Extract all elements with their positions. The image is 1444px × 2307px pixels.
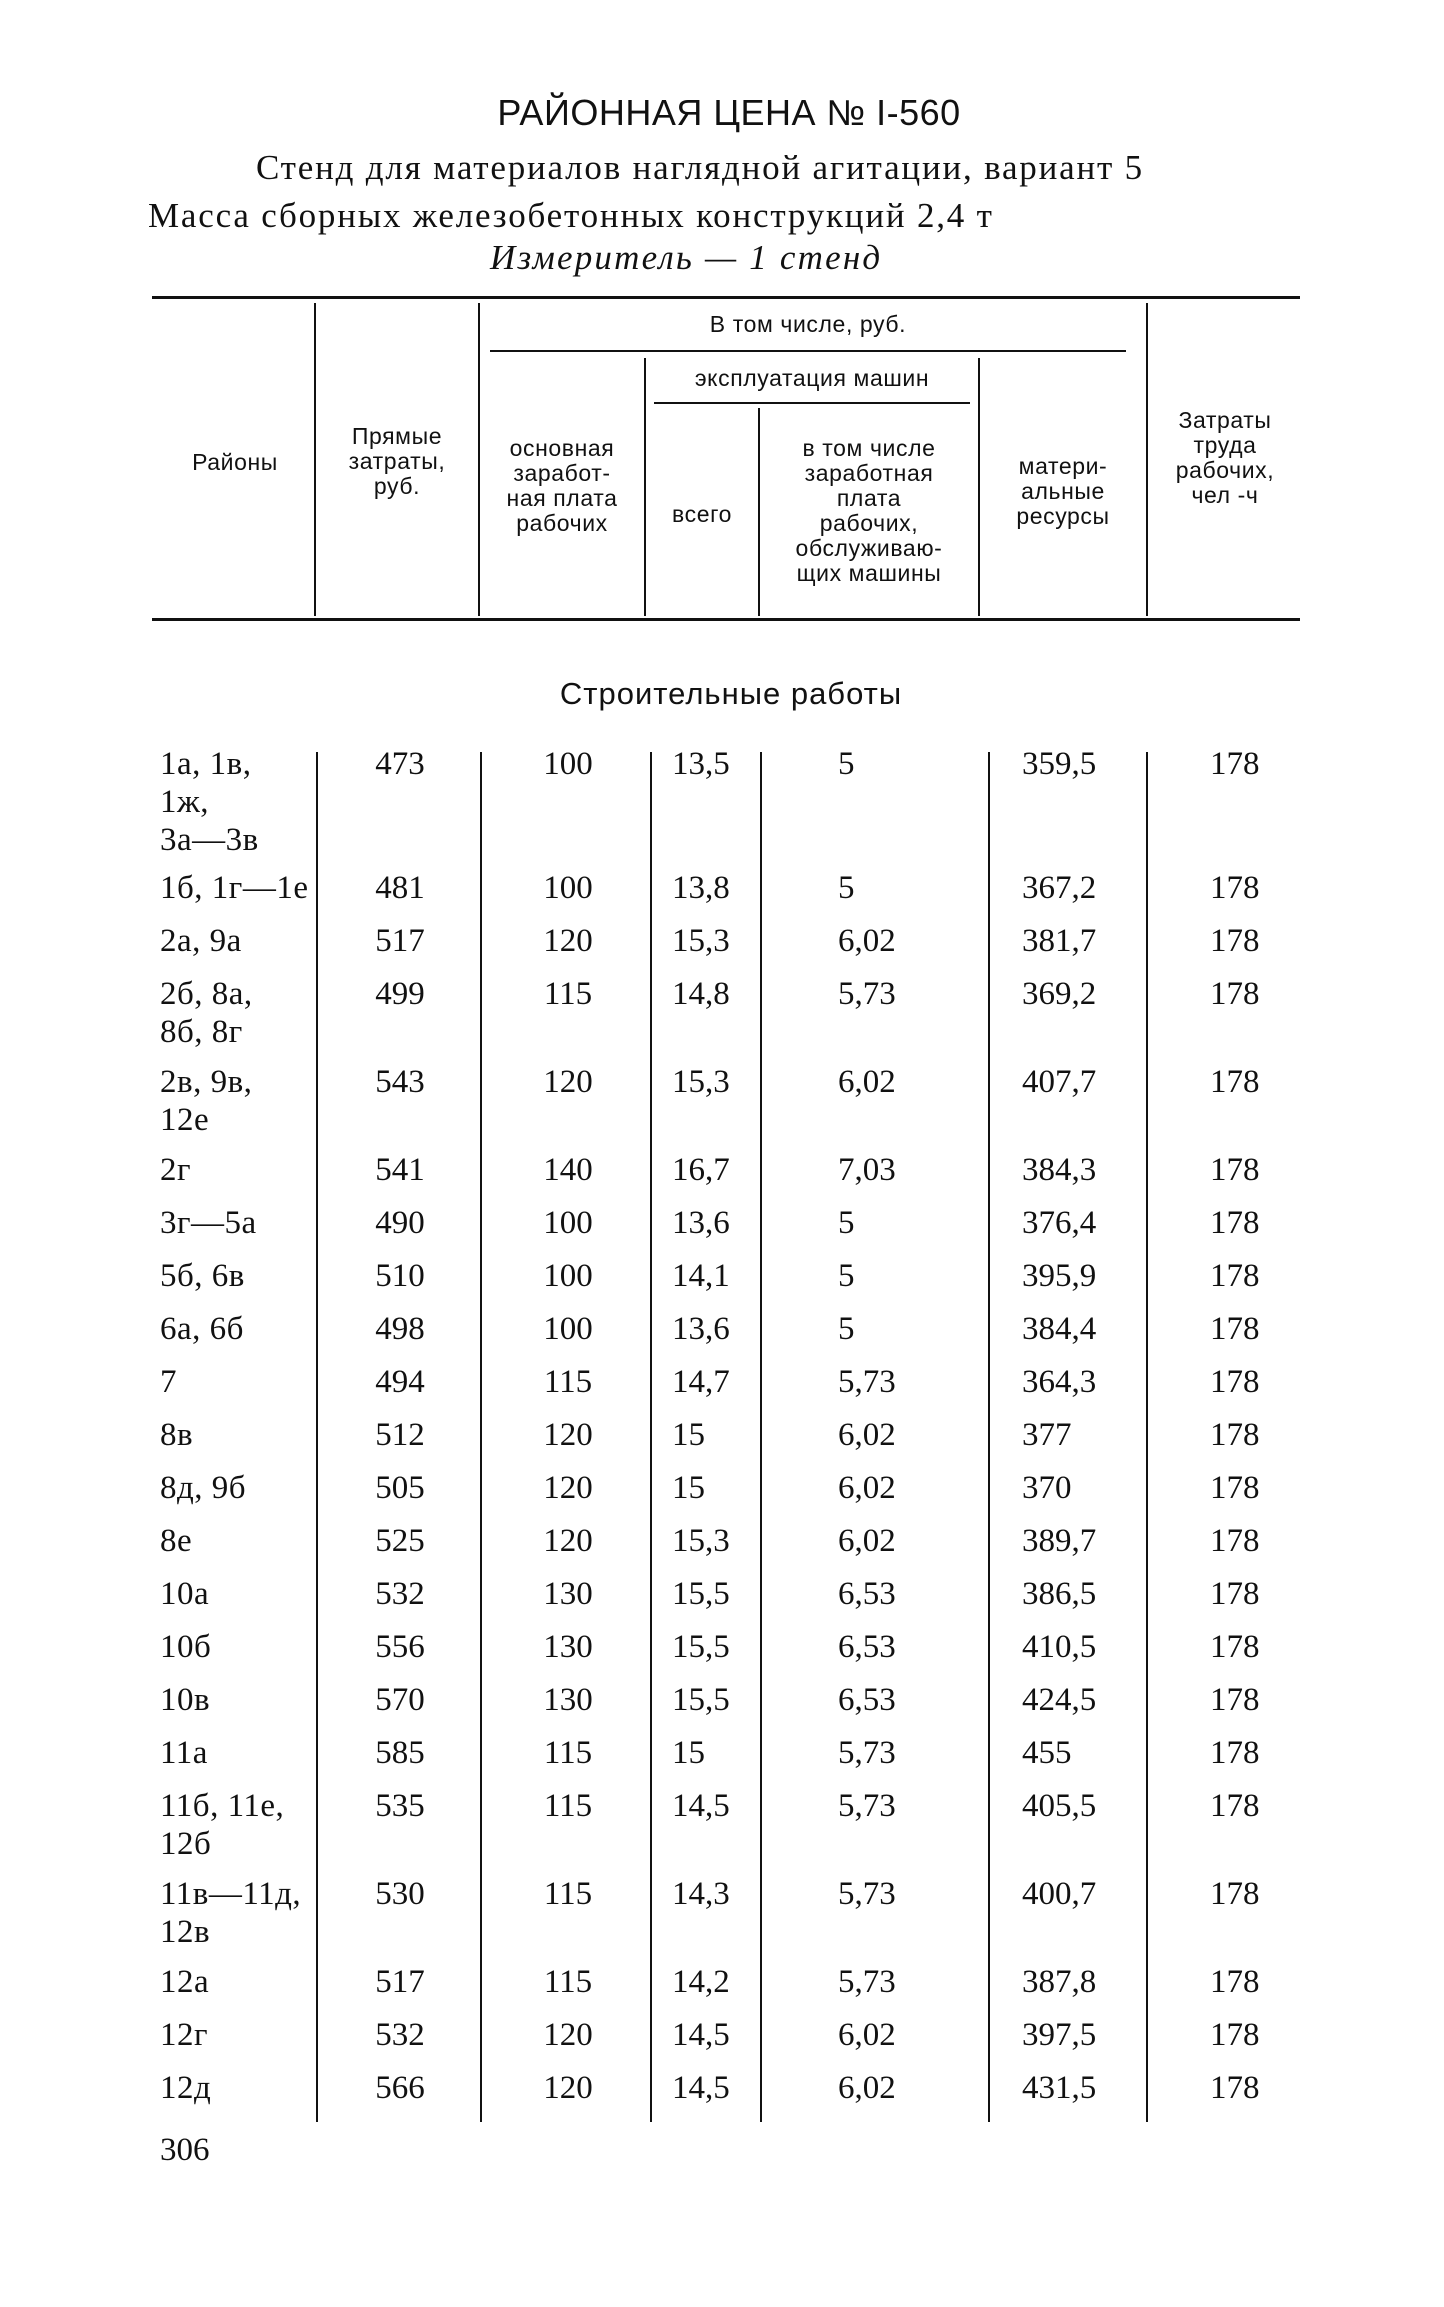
cell-direct: 499 xyxy=(375,976,425,1012)
cell-region: 3г—5а xyxy=(160,1205,257,1241)
cell-base: 115 xyxy=(543,1788,593,1824)
cell-direct: 473 xyxy=(375,746,425,782)
cell-wage: 6,02 xyxy=(838,923,896,959)
cell-direct: 510 xyxy=(375,1258,425,1294)
header-vline-6 xyxy=(1146,303,1148,616)
header-base-wage: основная заработ- ная плата рабочих xyxy=(506,435,618,536)
header-including: В том числе, руб. xyxy=(709,311,907,337)
cell-direct: 556 xyxy=(375,1629,425,1665)
cell-labor: 178 xyxy=(1210,1152,1260,1188)
cell-total: 15,5 xyxy=(672,1629,730,1665)
cell-base: 120 xyxy=(543,2017,593,2053)
cell-region: 10а xyxy=(160,1576,210,1612)
cell-base: 100 xyxy=(543,1258,593,1294)
table-row xyxy=(0,1787,1444,1875)
cell-region: 11а xyxy=(160,1735,208,1771)
cell-direct: 532 xyxy=(375,1576,425,1612)
cell-region: 1а, 1в, 1ж, 3а—3в xyxy=(160,746,259,858)
cell-base: 115 xyxy=(543,1964,593,2000)
cell-materials: 410,5 xyxy=(1022,1629,1097,1665)
cell-wage: 5,73 xyxy=(838,1735,896,1771)
cell-labor: 178 xyxy=(1210,1064,1260,1100)
header-direct-costs: Прямые затраты, руб. xyxy=(348,423,446,499)
cell-direct: 541 xyxy=(375,1152,425,1188)
cell-direct: 498 xyxy=(375,1311,425,1347)
cell-wage: 6,02 xyxy=(838,1470,896,1506)
cell-total: 13,8 xyxy=(672,870,730,906)
header-vline-1 xyxy=(314,303,316,616)
table-row xyxy=(0,1310,1444,1363)
cell-wage: 6,53 xyxy=(838,1682,896,1718)
cell-direct: 566 xyxy=(375,2070,425,2106)
page-number: 306 xyxy=(160,2132,210,2168)
cell-base: 120 xyxy=(543,1470,593,1506)
cell-wage: 6,02 xyxy=(838,2070,896,2106)
cell-base: 120 xyxy=(543,923,593,959)
cell-direct: 570 xyxy=(375,1682,425,1718)
cell-total: 14,3 xyxy=(672,1876,730,1912)
cell-labor: 178 xyxy=(1210,1258,1260,1294)
cell-materials: 387,8 xyxy=(1022,1964,1097,2000)
table-row xyxy=(0,1416,1444,1469)
cell-labor: 178 xyxy=(1210,1629,1260,1665)
cell-direct: 543 xyxy=(375,1064,425,1100)
section-title: Строительные работы xyxy=(559,676,903,711)
cell-region: 7 xyxy=(160,1364,177,1400)
mass-line: Масса сборных железобетонных конструкций 2,4 т xyxy=(148,196,994,235)
header-machine-wage: в том числе заработная плата рабочих, обслуживаю- щих машины xyxy=(795,435,943,586)
cell-wage: 5,73 xyxy=(838,1876,896,1912)
cell-materials: 367,2 xyxy=(1022,870,1097,906)
cell-region: 8в xyxy=(160,1417,194,1453)
cell-materials: 381,7 xyxy=(1022,923,1097,959)
cell-labor: 178 xyxy=(1210,1311,1260,1347)
cell-total: 14,8 xyxy=(672,976,730,1012)
table-row xyxy=(0,1151,1444,1204)
cell-wage: 5,73 xyxy=(838,1788,896,1824)
table-body xyxy=(0,745,1444,2122)
header-regions: Районы xyxy=(192,449,278,475)
cell-wage: 6,02 xyxy=(838,1064,896,1100)
table-row xyxy=(0,1734,1444,1787)
cell-materials: 369,2 xyxy=(1022,976,1097,1012)
cell-materials: 386,5 xyxy=(1022,1576,1097,1612)
cell-materials: 400,7 xyxy=(1022,1876,1097,1912)
cell-wage: 6,53 xyxy=(838,1629,896,1665)
cell-total: 13,5 xyxy=(672,746,730,782)
cell-wage: 7,03 xyxy=(838,1152,896,1188)
cell-total: 13,6 xyxy=(672,1205,730,1241)
cell-materials: 377 xyxy=(1022,1417,1072,1453)
cell-wage: 6,02 xyxy=(838,1417,896,1453)
cell-base: 120 xyxy=(543,1523,593,1559)
cell-labor: 178 xyxy=(1210,1523,1260,1559)
cell-labor: 178 xyxy=(1210,976,1260,1012)
table-row xyxy=(0,1257,1444,1310)
cell-total: 15,3 xyxy=(672,1064,730,1100)
cell-base: 100 xyxy=(543,870,593,906)
cell-labor: 178 xyxy=(1210,1682,1260,1718)
cell-direct: 530 xyxy=(375,1876,425,1912)
cell-direct: 490 xyxy=(375,1205,425,1241)
cell-region: 8е xyxy=(160,1523,193,1559)
header-vline-4 xyxy=(758,408,760,616)
cell-base: 120 xyxy=(543,1417,593,1453)
cell-wage: 5 xyxy=(838,870,855,906)
cell-total: 14,7 xyxy=(672,1364,730,1400)
cell-wage: 5,73 xyxy=(838,1964,896,2000)
cell-region: 6а, 6б xyxy=(160,1311,244,1347)
cell-region: 10в xyxy=(160,1682,211,1718)
including-underline xyxy=(490,350,1126,352)
cell-labor: 178 xyxy=(1210,1964,1260,2000)
table-row xyxy=(0,1204,1444,1257)
cell-total: 15 xyxy=(672,1470,705,1506)
cell-total: 14,5 xyxy=(672,2017,730,2053)
cell-base: 115 xyxy=(543,1735,593,1771)
table-top-rule xyxy=(152,296,1300,299)
cell-labor: 178 xyxy=(1210,870,1260,906)
cell-region: 2в, 9в, 12е xyxy=(160,1064,253,1138)
cell-wage: 6,02 xyxy=(838,1523,896,1559)
page-title: РАЙОННАЯ ЦЕНА № I-560 xyxy=(497,92,961,133)
table-row xyxy=(0,1469,1444,1522)
header-vline-5 xyxy=(978,358,980,616)
cell-region: 11б, 11е, 12б xyxy=(160,1788,285,1862)
header-machine-operation: эксплуатация машин xyxy=(694,365,930,391)
cell-total: 15 xyxy=(672,1735,705,1771)
cell-labor: 178 xyxy=(1210,1364,1260,1400)
header-materials: матери- альные ресурсы xyxy=(1016,453,1110,529)
cell-wage: 5 xyxy=(838,1205,855,1241)
cell-materials: 376,4 xyxy=(1022,1205,1097,1241)
cell-base: 130 xyxy=(543,1629,593,1665)
cell-total: 15 xyxy=(672,1417,705,1453)
cell-region: 10б xyxy=(160,1629,212,1665)
cell-region: 12д xyxy=(160,2070,212,2106)
cell-region: 12г xyxy=(160,2017,209,2053)
cell-region: 2б, 8а, 8б, 8г xyxy=(160,976,253,1050)
cell-materials: 405,5 xyxy=(1022,1788,1097,1824)
cell-materials: 395,9 xyxy=(1022,1258,1097,1294)
table-row xyxy=(0,1363,1444,1416)
table-row xyxy=(0,1522,1444,1575)
cell-materials: 431,5 xyxy=(1022,2070,1097,2106)
cell-direct: 535 xyxy=(375,1788,425,1824)
cell-direct: 585 xyxy=(375,1735,425,1771)
cell-labor: 178 xyxy=(1210,1470,1260,1506)
cell-region: 1б, 1г—1е xyxy=(160,870,309,906)
cell-labor: 178 xyxy=(1210,2017,1260,2053)
cell-materials: 384,3 xyxy=(1022,1152,1097,1188)
cell-region: 2г xyxy=(160,1152,192,1188)
table-row xyxy=(0,1063,1444,1151)
header-total: всего xyxy=(672,501,732,527)
table-header-bottom-rule xyxy=(152,618,1300,621)
cell-direct: 505 xyxy=(375,1470,425,1506)
table-row xyxy=(0,1575,1444,1628)
cell-wage: 5 xyxy=(838,1258,855,1294)
cell-total: 14,2 xyxy=(672,1964,730,2000)
cell-materials: 384,4 xyxy=(1022,1311,1097,1347)
cell-region: 5б, 6в xyxy=(160,1258,245,1294)
cell-total: 15,5 xyxy=(672,1682,730,1718)
table-row xyxy=(0,1963,1444,2016)
cell-base: 120 xyxy=(543,1064,593,1100)
cell-materials: 359,5 xyxy=(1022,746,1097,782)
cell-base: 115 xyxy=(543,1364,593,1400)
header-vline-3 xyxy=(644,358,646,616)
cell-wage: 5 xyxy=(838,746,855,782)
cell-total: 15,3 xyxy=(672,923,730,959)
table-row xyxy=(0,922,1444,975)
cell-materials: 370 xyxy=(1022,1470,1072,1506)
cell-labor: 178 xyxy=(1210,1417,1260,1453)
cell-total: 14,5 xyxy=(672,1788,730,1824)
cell-materials: 455 xyxy=(1022,1735,1072,1771)
cell-base: 100 xyxy=(543,1205,593,1241)
cell-labor: 178 xyxy=(1210,1576,1260,1612)
cell-direct: 532 xyxy=(375,2017,425,2053)
cell-materials: 397,5 xyxy=(1022,2017,1097,2053)
cell-region: 8д, 9б xyxy=(160,1470,247,1506)
table-row xyxy=(0,2069,1444,2122)
cell-wage: 5,73 xyxy=(838,976,896,1012)
cell-base: 115 xyxy=(543,1876,593,1912)
cell-base: 100 xyxy=(543,746,593,782)
cell-base: 140 xyxy=(543,1152,593,1188)
table-row xyxy=(0,745,1444,869)
cell-base: 120 xyxy=(543,2070,593,2106)
cell-base: 100 xyxy=(543,1311,593,1347)
cell-total: 14,1 xyxy=(672,1258,730,1294)
cell-total: 16,7 xyxy=(672,1152,730,1188)
cell-direct: 525 xyxy=(375,1523,425,1559)
cell-wage: 5,73 xyxy=(838,1364,896,1400)
cell-materials: 364,3 xyxy=(1022,1364,1097,1400)
machine-underline xyxy=(654,402,970,404)
cell-direct: 494 xyxy=(375,1364,425,1400)
unit-line: Измеритель — 1 стенд xyxy=(490,238,883,277)
cell-labor: 178 xyxy=(1210,746,1260,782)
cell-base: 130 xyxy=(543,1576,593,1612)
cell-total: 15,3 xyxy=(672,1523,730,1559)
cell-base: 115 xyxy=(543,976,593,1012)
cell-materials: 389,7 xyxy=(1022,1523,1097,1559)
table-row xyxy=(0,1628,1444,1681)
cell-region: 11в—11д, 12в xyxy=(160,1876,302,1950)
cell-direct: 517 xyxy=(375,923,425,959)
table-row xyxy=(0,869,1444,922)
cell-direct: 512 xyxy=(375,1417,425,1453)
table-row xyxy=(0,1875,1444,1963)
cell-labor: 178 xyxy=(1210,1876,1260,1912)
cell-region: 2а, 9а xyxy=(160,923,242,959)
cell-labor: 178 xyxy=(1210,1735,1260,1771)
cell-base: 130 xyxy=(543,1682,593,1718)
cell-total: 13,6 xyxy=(672,1311,730,1347)
cell-region: 12а xyxy=(160,1964,210,2000)
cell-materials: 424,5 xyxy=(1022,1682,1097,1718)
header-labor: Затраты труда рабочих, чел -ч xyxy=(1175,407,1275,508)
subtitle: Стенд для материалов наглядной агитации, вариант 5 xyxy=(256,148,1144,187)
cell-labor: 178 xyxy=(1210,1205,1260,1241)
cell-labor: 178 xyxy=(1210,2070,1260,2106)
cell-wage: 6,53 xyxy=(838,1576,896,1612)
cell-labor: 178 xyxy=(1210,923,1260,959)
table-row xyxy=(0,975,1444,1063)
cell-wage: 6,02 xyxy=(838,2017,896,2053)
header-vline-2 xyxy=(478,303,480,616)
cell-direct: 481 xyxy=(375,870,425,906)
cell-wage: 5 xyxy=(838,1311,855,1347)
table-row xyxy=(0,2016,1444,2069)
cell-total: 15,5 xyxy=(672,1576,730,1612)
cell-labor: 178 xyxy=(1210,1788,1260,1824)
table-row xyxy=(0,1681,1444,1734)
cell-total: 14,5 xyxy=(672,2070,730,2106)
cell-direct: 517 xyxy=(375,1964,425,2000)
cell-materials: 407,7 xyxy=(1022,1064,1097,1100)
